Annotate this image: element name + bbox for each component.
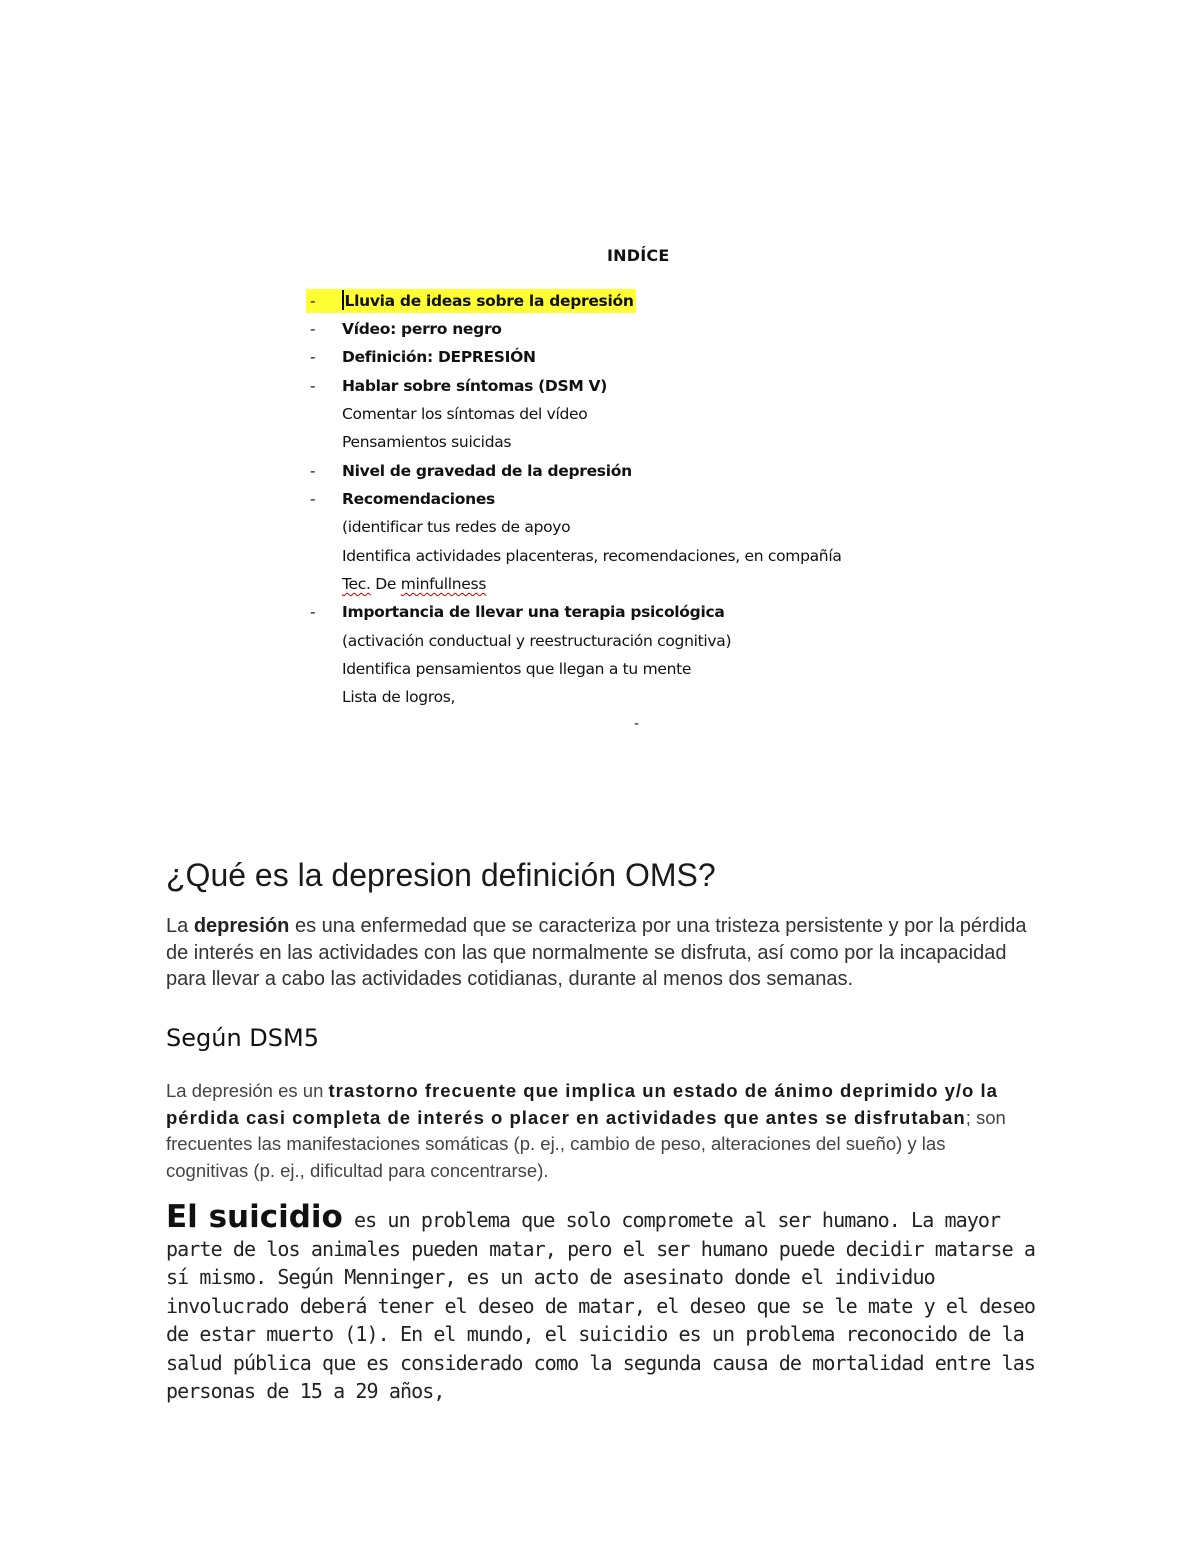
index-item-text: De: [370, 575, 401, 593]
index-item-text: Identifica pensamientos que llegan a tu mente: [342, 660, 692, 678]
dsm-heading: Según DSM5: [166, 1024, 319, 1052]
suicide-lead: El suicidio: [166, 1199, 343, 1235]
emphasis: trastorno frecuente que implica un estado de ánimo deprimido y/o la pérdida casi completa de interés o placer en actividades que antes se disfrutaban: [166, 1080, 998, 1128]
index-item-text: (identificar tus redes de apoyo: [342, 518, 571, 536]
emphasis: depresión: [193, 915, 290, 937]
index-item-text: Pensamientos suicidas: [342, 433, 512, 451]
index-item-text: Nivel de gravedad de la depresión: [342, 462, 632, 480]
index-item-text: Identifica actividades placenteras, recomendaciones, en compañía: [342, 547, 842, 565]
index-item-text: Recomendaciones: [342, 490, 495, 508]
bullet-dash: -: [310, 292, 316, 310]
suicide-paragraph: El suicidio es un problema que solo compromete al ser humano. La mayor parte de los animales pueden matar, pero el ser humano puede decidir matarse a sí mismo. Según Menninger, es un acto de asesinato donde el individuo involucrado deberá tener el deseo de matar, el deseo que se le mate y el deseo de estar muerto (1). En el mundo, el suicidio es un problema reconocido de la salud pública que es considerado como la segunda causa de mortalidad entre las personas de 15 a 29 años,: [166, 1199, 1035, 1403]
index-item-text: Vídeo: perro negro: [342, 320, 502, 338]
bullet-dash: -: [310, 462, 316, 480]
index-title: INDÍCE: [607, 246, 670, 265]
trailing-dash: -: [634, 716, 640, 732]
index-item-text: Lista de logros,: [342, 688, 456, 706]
bullet-dash: -: [310, 348, 316, 366]
bullet-dash: -: [310, 320, 316, 338]
dsm-paragraph: La depresión es un trastorno frecuente que implica un estado de ánimo deprimido y/o la pérdida casi completa de interés o placer en actividades que antes se disfrutaban; son frecuentes las manifestaciones somáticas (p. ej., cambio de peso, alteraciones del sueño) y las cognitivas (p. ej., dificultad para concentrarse).: [166, 1080, 1006, 1181]
spellcheck-word: Tec.: [342, 575, 371, 593]
bullet-dash: -: [310, 603, 316, 621]
index-item-text: Hablar sobre síntomas (DSM V): [342, 377, 608, 395]
text-cursor: [342, 290, 344, 310]
index-item-text: Lluvia de ideas sobre la depresión: [344, 292, 634, 310]
index-item-text: Comentar los síntomas del vídeo: [342, 405, 588, 423]
oms-heading: ¿Qué es la depresion definición OMS?: [166, 857, 716, 893]
oms-paragraph: La depresión es una enfermedad que se caracteriza por una tristeza persistente y por la pérdida de interés en las actividades con las que normalmente se disfruta, así como por la incapacidad para llevar a cabo las actividades cotidianas, durante al menos dos semanas.: [166, 915, 1027, 991]
bullet-dash: -: [310, 490, 316, 508]
spellcheck-word: minfullness: [400, 575, 487, 593]
index-item-text: Definición: DEPRESIÓN: [342, 348, 536, 366]
bullet-dash: -: [310, 377, 316, 395]
index-item-text: Importancia de llevar una terapia psicológica: [342, 603, 725, 621]
index-item-text: (activación conductual y reestructuración cognitiva): [342, 632, 732, 650]
